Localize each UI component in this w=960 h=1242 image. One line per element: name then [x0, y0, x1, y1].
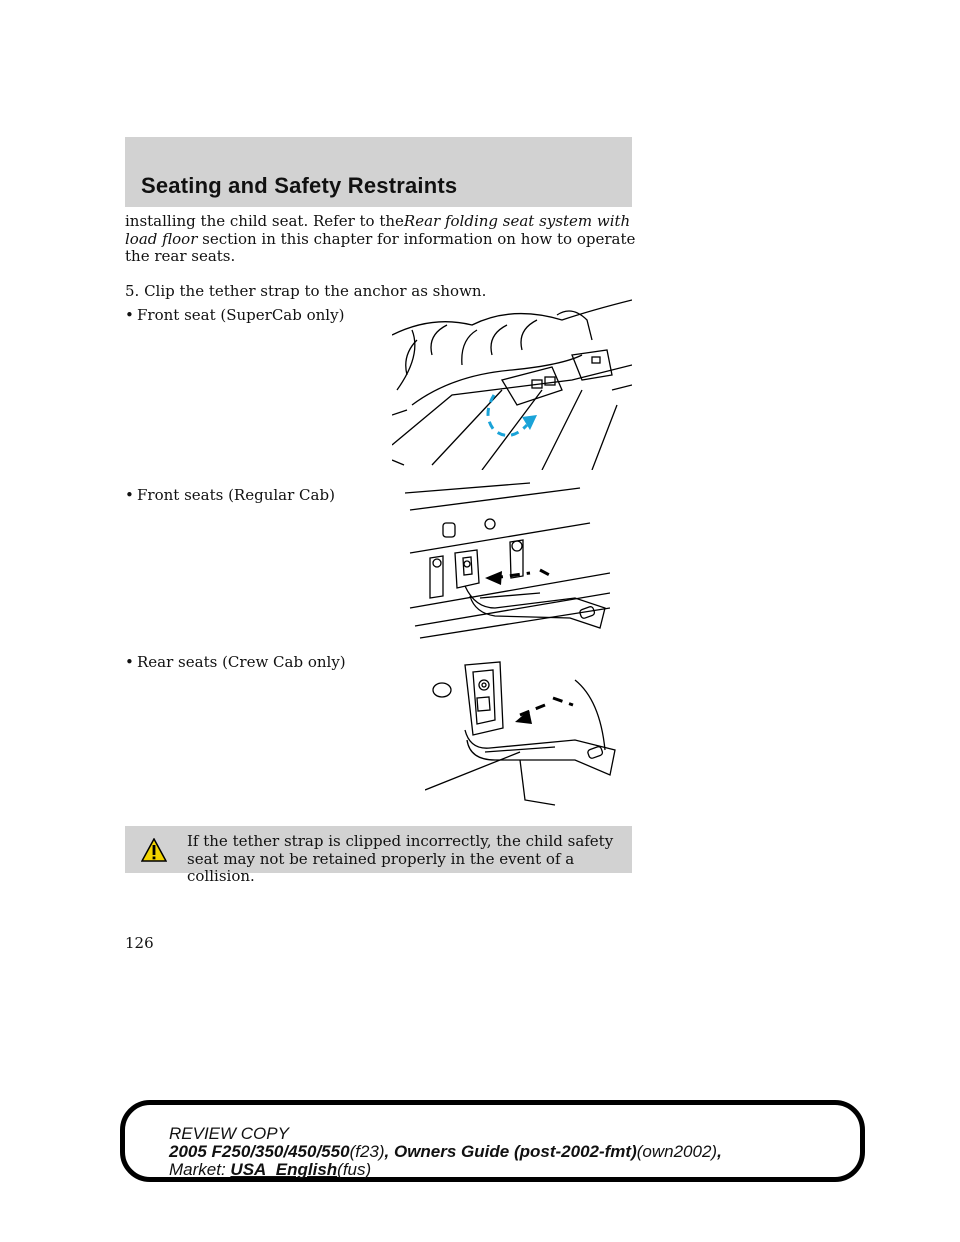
bullet-dot: •	[125, 306, 134, 324]
step-5-text: 5. Clip the tether strap to the anchor as shown.	[125, 282, 487, 300]
figure-crew-cab-tether-anchor	[425, 660, 625, 810]
footer-market-label: Market:	[169, 1160, 226, 1179]
bullet-dot: •	[125, 653, 134, 671]
footer-guide: , Owners Guide (post-2002-fmt)	[384, 1142, 637, 1161]
bullet-label: Front seat (SuperCab only)	[137, 306, 345, 324]
warning-text: If the tether strap is clipped incorrectly, the child safety seat may not be retained properly in the event of a collision.	[187, 832, 614, 885]
bullet-label: Front seats (Regular Cab)	[137, 486, 335, 504]
intro-suffix: section in this chapter for information on how to operate the rear seats.	[125, 229, 636, 265]
footer-model-line	[169, 1143, 722, 1161]
footer-model-code: (f23)	[349, 1142, 385, 1161]
footer-market-value: USA_English	[230, 1160, 338, 1179]
page-number: 126	[125, 934, 154, 952]
figure-regular-cab-tether-anchor	[405, 478, 610, 653]
bullet-front-seat-supercab	[125, 306, 344, 324]
intro-paragraph	[125, 213, 645, 266]
warning-box	[125, 826, 632, 885]
footer-comma: ,	[717, 1142, 722, 1161]
footer-guide-code: (own2002)	[636, 1142, 718, 1161]
bullet-front-seats-regular-cab	[125, 486, 335, 504]
intro-prefix: installing the child seat. Refer to the	[125, 212, 404, 230]
figure-supercab-tether-anchor	[392, 295, 632, 470]
footer-text	[169, 1125, 722, 1179]
footer-market-line	[169, 1161, 722, 1179]
footer-review-copy: REVIEW COPY	[169, 1124, 289, 1143]
review-copy-footer	[120, 1100, 865, 1182]
footer-market-code: (fus)	[337, 1160, 372, 1179]
bullet-label: Rear seats (Crew Cab only)	[137, 653, 346, 671]
intro-reference: Rear folding seat system with load floor	[125, 212, 631, 248]
section-header-band	[125, 137, 632, 207]
footer-model: 2005 F250/350/450/550	[169, 1142, 350, 1161]
bullet-rear-seats-crew-cab	[125, 653, 346, 671]
warning-triangle-icon	[141, 838, 167, 862]
section-title: Seating and Safety Restraints	[141, 173, 458, 198]
bullet-dot: •	[125, 486, 134, 504]
